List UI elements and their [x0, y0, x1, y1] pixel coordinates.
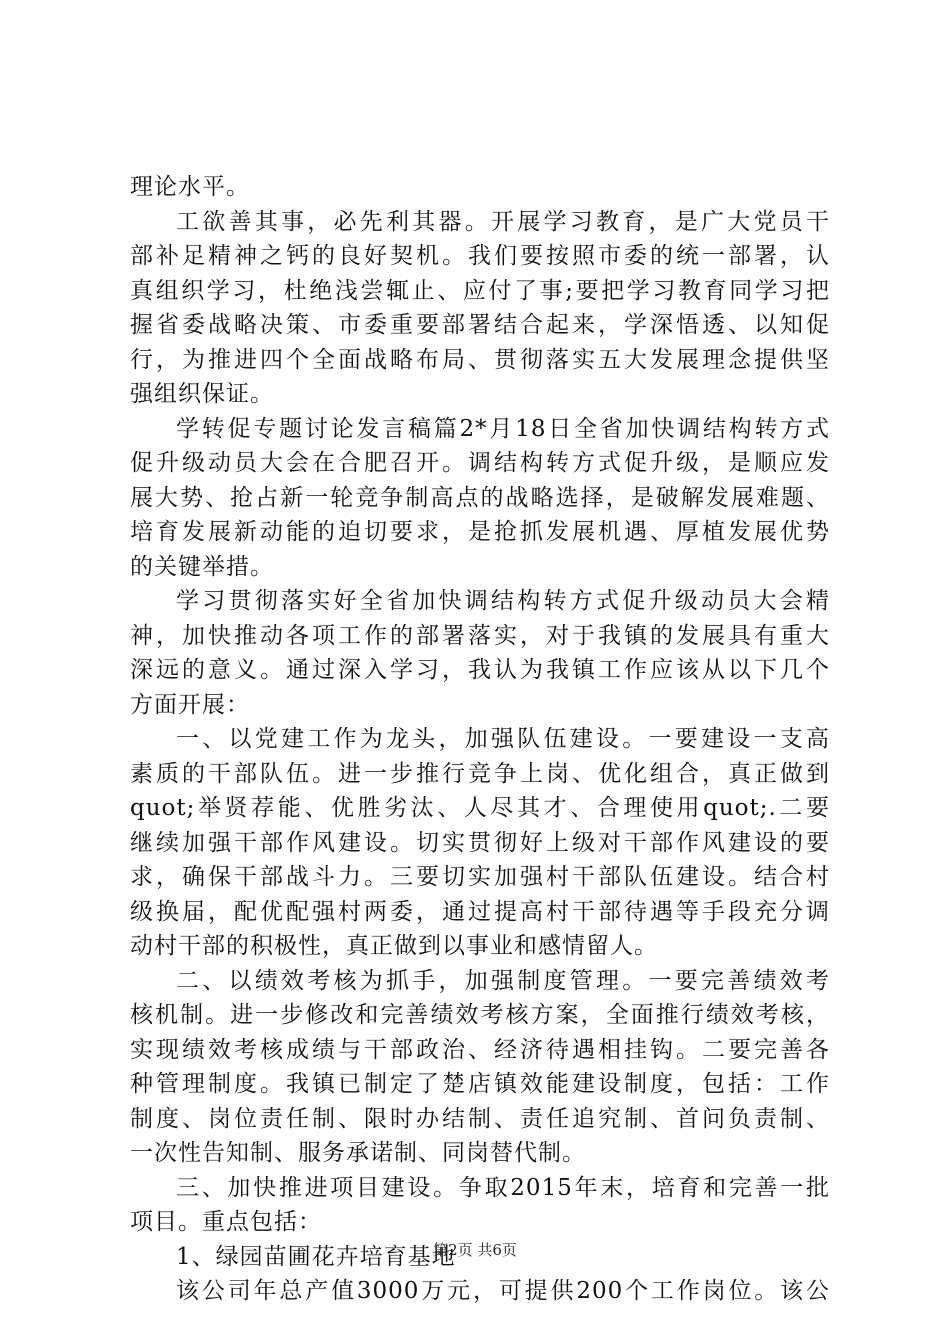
text-line: 实现绩效考核成绩与干部政治、经济待遇相挂钩。二要完善各 [130, 1036, 830, 1063]
text-line: 强组织保证。 [130, 381, 274, 407]
text-line: 促升级动员大会在合肥召开。调结构转方式促升级，是顺应发 [130, 450, 830, 476]
text-line: 部补足精神之钙的良好契机。我们要按照市委的统一部署，认 [130, 243, 830, 269]
text-line: 一、以党建工作为龙头，加强队伍建设。一要建设一支高 [176, 726, 830, 752]
text-line: 深远的意义。通过深入学习，我认为我镇工作应该从以下几个 [130, 657, 830, 683]
text-line: 继续加强干部作风建设。切实贯彻好上级对干部作风建设的要 [130, 829, 830, 856]
document-body [130, 170, 830, 1309]
text-line: 展大势、抢占新一轮竞争制高点的战略选择，是破解发展难题、 [130, 484, 830, 511]
text-line: 学习贯彻落实好全省加快调结构转方式促升级动员大会精 [176, 588, 830, 614]
text-line: 动村干部的积极性，真正做到以事业和感情留人。 [130, 933, 658, 959]
text-line: 培育发展新动能的迫切要求，是抢抓发展机遇、厚植发展优势 [130, 519, 830, 545]
text-line: 项目。重点包括： [130, 1209, 322, 1235]
text-line: 工欲善其事，必先利其器。开展学习教育，是广大党员干 [176, 208, 830, 235]
text-line: 素质的干部队伍。进一步推行竞争上岗、优化组合，真正做到 [130, 760, 830, 787]
text-line: 学转促专题讨论发言稿篇2*月18日全省加快调结构转方式 [176, 415, 830, 442]
text-line: 握省委战略决策、市委重要部署结合起来，学深悟透、以知促 [130, 312, 830, 338]
text-line: 行，为推进四个全面战略布局、贯彻落实五大发展理念提供坚 [130, 346, 830, 373]
text-line: quot;举贤荐能、优胜劣汰、人尽其才、合理使用quot;.二要 [130, 795, 830, 821]
text-line: 真组织学习，杜绝浅尝辄止、应付了事;要把学习教育同学习把 [130, 277, 830, 304]
text-line: 级换届，配优配强村两委，通过提高村干部待遇等手段充分调 [130, 898, 830, 925]
page-number-footer: 第2页 共6页 [433, 1241, 517, 1259]
text-line: 理论水平。 [130, 174, 250, 200]
text-line: 三、加快推进项目建设。争取2015年末，培育和完善一批 [176, 1174, 830, 1201]
text-line: 一次性告知制、服务承诺制、同岗替代制。 [130, 1140, 586, 1166]
text-line: 种管理制度。我镇已制定了楚店镇效能建设制度，包括：工作 [130, 1071, 830, 1097]
text-line: 二、以绩效考核为抓手，加强制度管理。一要完善绩效考 [176, 967, 830, 994]
text-line: 方面开展： [130, 691, 250, 718]
text-line: 1、绿园苗圃花卉培育基地 [176, 1243, 456, 1270]
text-line: 求，确保干部战斗力。三要切实加强村干部队伍建设。结合村 [130, 864, 830, 890]
text-line: 该公司年总产值3000万元，可提供200个工作岗位。该公 [176, 1278, 830, 1304]
text-line: 的关键举措。 [130, 553, 274, 580]
text-line: 制度、岗位责任制、限时办结制、责任追究制、首问负责制、 [130, 1105, 830, 1132]
text-line: 神，加快推动各项工作的部署落实，对于我镇的发展具有重大 [130, 622, 830, 649]
text-line: 核机制。进一步修改和完善绩效考核方案，全面推行绩效考核， [130, 1002, 830, 1028]
